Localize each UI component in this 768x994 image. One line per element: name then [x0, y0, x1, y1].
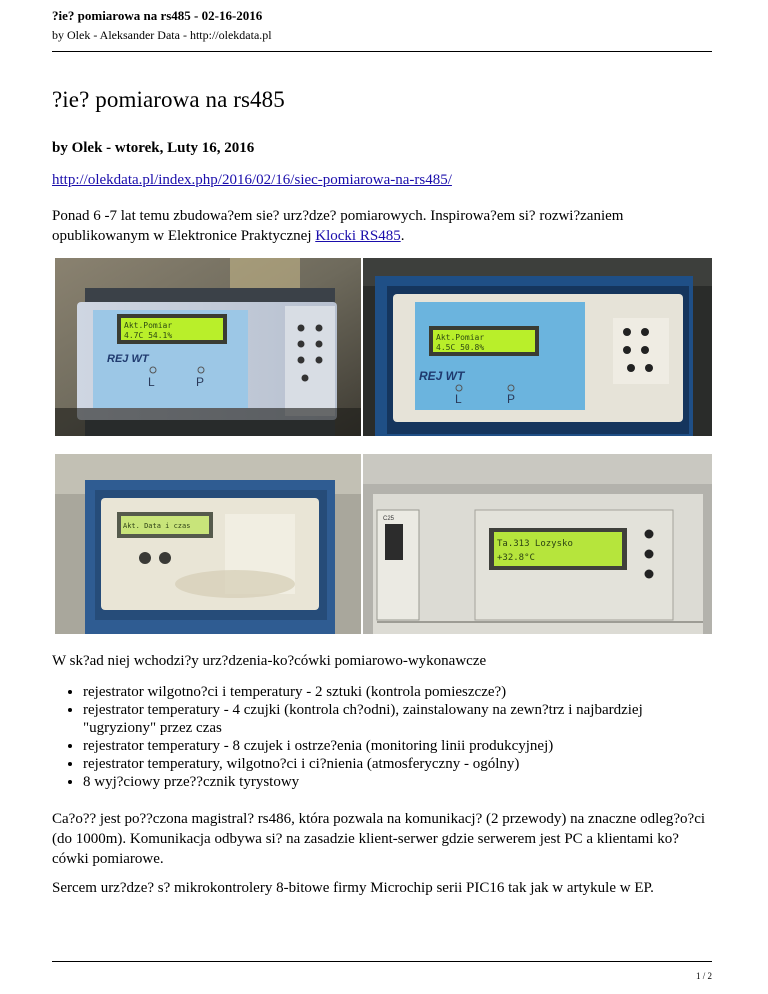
- lcd-line1-photo4: Ta.313 Lozysko: [497, 539, 573, 549]
- bus-paragraph: Ca?o?? jest po??czona magistral? rs486, która pozwala na komunikacj? (2 przewody) na znaczne odleg?o?ci (do 1000m). Komunikacja odbywa si? na zasadzie klient-serwer gdzie serwerem jest PC a klientami ko?cówki pomiarowe.: [52, 811, 706, 867]
- svg-text:C25: C25: [383, 516, 395, 522]
- article-url-link[interactable]: http://olekdata.pl/index.php/2016/02/16/siec-pomiarowa-na-rs485/: [52, 172, 452, 188]
- brand-logo-photo1: REJ WT: [107, 353, 149, 365]
- list-item: • rejestrator temperatury, wilgotno?ci i ci?nienia (atmosferyczny - ogólny): [83, 755, 713, 773]
- lcd-line2-photo1: 4.7C 54.1%: [124, 331, 173, 340]
- list-item: • rejestrator temperatury - 4 czujki (kontrola ch?odni), zainstalowany na zewn?trz i najbardziej "ugryziony" przez czas: [83, 701, 713, 737]
- list-item: • rejestrator temperatury - 8 czujek i ostrze?enia (monitoring linii produkcyjnej): [83, 737, 713, 755]
- devices-list: [55, 683, 713, 791]
- footer-divider: [52, 961, 712, 962]
- brand-logo-photo2: REJ WT: [419, 369, 465, 383]
- devices-heading: W sk?ad niej wchodzi?y urz?dzenia-ko?cówki pomiarowo-wykonawcze: [52, 653, 487, 669]
- lcd-line1-photo2: Akt.Pomiar: [436, 333, 485, 342]
- header-byline: by Olek - Aleksander Data - http://olekdata.pl: [52, 28, 272, 42]
- intro-end: .: [400, 228, 405, 244]
- header-title: ?ie? pomiarowa na rs485 - 02-16-2016: [52, 8, 263, 23]
- button-label-left-photo1: L: [148, 375, 155, 389]
- lcd-line2-photo4: +32.8°C: [497, 553, 535, 563]
- mcu-paragraph: Sercem urz?dze? s? mikrokontrolery 8-bitowe firmy Microchip serii PIC16 tak jak w artykule w EP.: [52, 880, 654, 896]
- device-photo-1: [55, 258, 361, 436]
- device-photo-2: [363, 258, 712, 436]
- device-photo-3: [55, 454, 361, 634]
- article-byline: by Olek - wtorek, Luty 16, 2016: [52, 140, 255, 156]
- header-divider: [52, 51, 712, 52]
- button-label-right-photo1: P: [196, 375, 205, 389]
- article-title: ?ie? pomiarowa na rs485: [52, 87, 285, 112]
- device-photo-4: [363, 454, 712, 634]
- intro-text: Ponad 6 -7 lat temu zbudowa?em sie? urz?dze? pomiarowych. Inspirowa?em si? rozwi?zaniem opublikowanym w Elektronice Praktycznej: [52, 208, 624, 244]
- list-item: • 8 wyj?ciowy prze??cznik tyrystowy: [83, 773, 713, 791]
- lcd-line2-photo2: 4.5C 50.8%: [436, 343, 485, 352]
- list-item: • rejestrator wilgotno?ci i temperatury - 2 sztuki (kontrola pomieszcze?): [83, 683, 713, 701]
- lcd-line1-photo1: Akt.Pomiar: [124, 321, 173, 330]
- page-number: 1 / 2: [695, 971, 712, 981]
- button-label-left-photo2: L: [455, 392, 462, 406]
- button-label-right-photo2: P: [507, 392, 516, 406]
- intro-paragraph: [52, 206, 712, 246]
- klocki-rs485-link[interactable]: Klocki RS485: [315, 228, 401, 244]
- lcd-line1-photo3: Akt. Data i czas: [123, 522, 191, 530]
